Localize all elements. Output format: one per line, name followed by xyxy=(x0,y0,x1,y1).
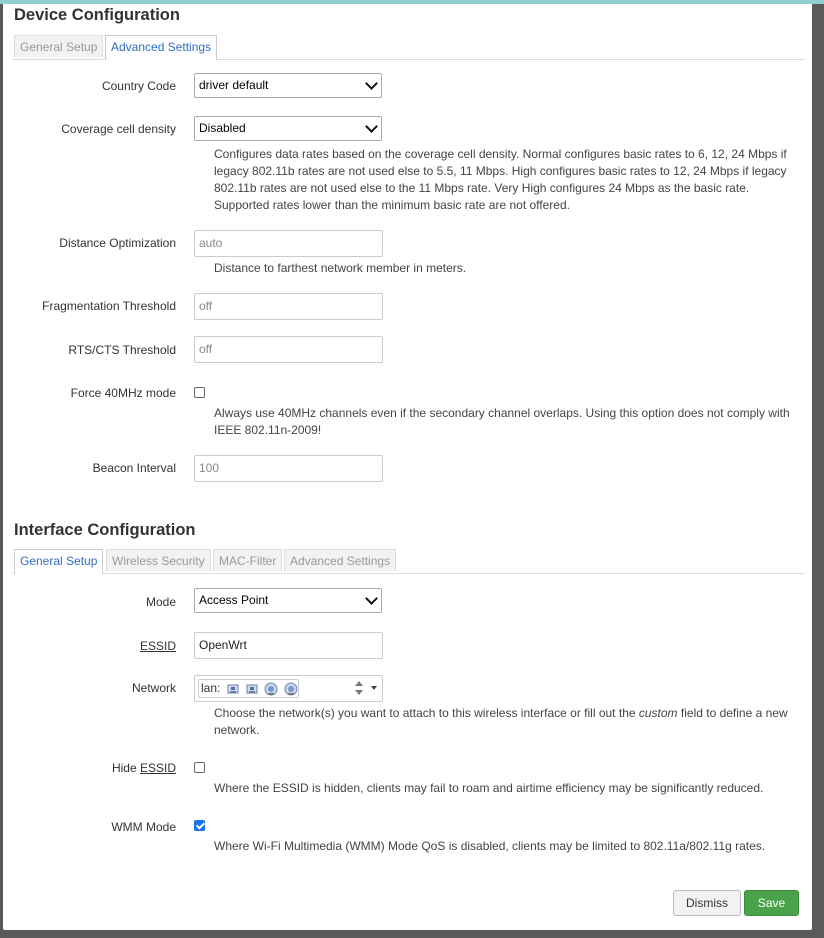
network-lan-label: lan: xyxy=(201,681,221,695)
tab-iface-general-setup[interactable]: General Setup xyxy=(14,549,103,574)
device-config-title: Device Configuration xyxy=(14,6,180,24)
wmm-label: WMM Mode xyxy=(111,820,176,834)
spinner-arrows-icon[interactable] xyxy=(355,680,363,696)
network-selection xyxy=(198,679,299,698)
distance-label: Distance Optimization xyxy=(59,236,176,250)
network-help-custom: custom xyxy=(638,706,678,720)
wmm-help: Where Wi-Fi Multimedia (WMM) Mode QoS is disabled, clients may be limited to 802.11a/802.11g rates. xyxy=(214,839,766,853)
tab-device-advanced-settings[interactable]: Advanced Settings xyxy=(105,35,217,60)
force40-label: Force 40MHz mode xyxy=(70,386,176,400)
rts-threshold-input[interactable]: off xyxy=(194,336,383,363)
ethernet-port-icon xyxy=(245,682,259,696)
interface-config-title: Interface Configuration xyxy=(14,521,196,539)
coverage-label: Coverage cell density xyxy=(61,122,176,136)
country-code-label: Country Code xyxy=(101,79,176,93)
wifi-icon xyxy=(284,682,298,696)
force40-checkbox[interactable] xyxy=(194,387,205,398)
wifi-icon xyxy=(264,682,278,696)
force40-help: Always use 40MHz channels even if the secondary channel overlaps. Using this option does not comply with IEEE 802.11n-2009! xyxy=(214,406,790,437)
beacon-label: Beacon Interval xyxy=(92,461,176,475)
interface-tabs xyxy=(12,549,805,574)
hide-essid-label xyxy=(112,761,176,775)
chevron-down-icon xyxy=(365,77,378,90)
network-help-before: Choose the network(s) you want to attach to this wireless interface or fill out the xyxy=(214,706,639,720)
ethernet-port-icon xyxy=(226,682,240,696)
rts-label: RTS/CTS Threshold xyxy=(68,343,176,357)
hide-essid-help: Where the ESSID is hidden, clients may fail to roam and airtime efficiency may be significantly reduced. xyxy=(214,781,764,795)
essid-label xyxy=(140,639,176,653)
chevron-down-icon xyxy=(365,592,378,605)
country-code-select[interactable] xyxy=(194,73,382,98)
coverage-help: Configures data rates based on the coverage cell density. Normal configures basic rates to 6, 12, 24 Mbps if legacy 802.11b rates are not used else to 5.5, 11 Mbps. High configures basic rates to 12, 24 Mbps if legacy 802.11b rates are not used else to the 11 Mbps rate. Very High configures 24 Mbps as the basic rate. Supported rates lower than the minimum basic rate are not offered. xyxy=(214,147,787,212)
device-tabs xyxy=(12,35,805,60)
country-code-value: driver default xyxy=(199,78,269,92)
dropdown-caret-icon[interactable] xyxy=(371,686,377,693)
chevron-down-icon xyxy=(365,120,378,133)
hide-essid-prefix: Hide xyxy=(111,761,140,775)
mode-label: Mode xyxy=(145,595,176,609)
wireless-config-modal xyxy=(3,4,812,930)
save-button[interactable]: Save xyxy=(744,890,799,916)
hide-essid-abbr: ESSID xyxy=(139,761,176,775)
coverage-value: Disabled xyxy=(199,121,246,135)
tab-iface-advanced-settings[interactable]: Advanced Settings xyxy=(284,549,396,571)
wmm-checkbox[interactable] xyxy=(194,820,205,831)
frag-threshold-input[interactable]: off xyxy=(194,293,383,320)
beacon-interval-input[interactable]: 100 xyxy=(194,455,383,482)
network-help xyxy=(214,705,804,739)
tab-iface-mac-filter[interactable]: MAC-Filter xyxy=(213,549,282,571)
dismiss-button[interactable]: Dismiss xyxy=(673,890,741,916)
hide-essid-checkbox[interactable] xyxy=(194,762,205,773)
mode-select[interactable] xyxy=(194,588,382,613)
coverage-select[interactable] xyxy=(194,116,382,141)
distance-input[interactable]: auto xyxy=(194,230,383,257)
tab-device-general-setup[interactable]: General Setup xyxy=(14,35,103,57)
network-label: Network xyxy=(131,681,176,695)
essid-input[interactable]: OpenWrt xyxy=(194,632,383,659)
mode-value: Access Point xyxy=(199,593,269,607)
distance-help: Distance to farthest network member in meters. xyxy=(214,261,467,275)
frag-label: Fragmentation Threshold xyxy=(42,299,176,313)
network-dropdown[interactable] xyxy=(194,675,383,702)
tab-iface-wireless-security[interactable]: Wireless Security xyxy=(106,549,211,571)
network-help-after: field to define a new network. xyxy=(214,706,788,737)
essid-abbr: ESSID xyxy=(139,639,176,653)
